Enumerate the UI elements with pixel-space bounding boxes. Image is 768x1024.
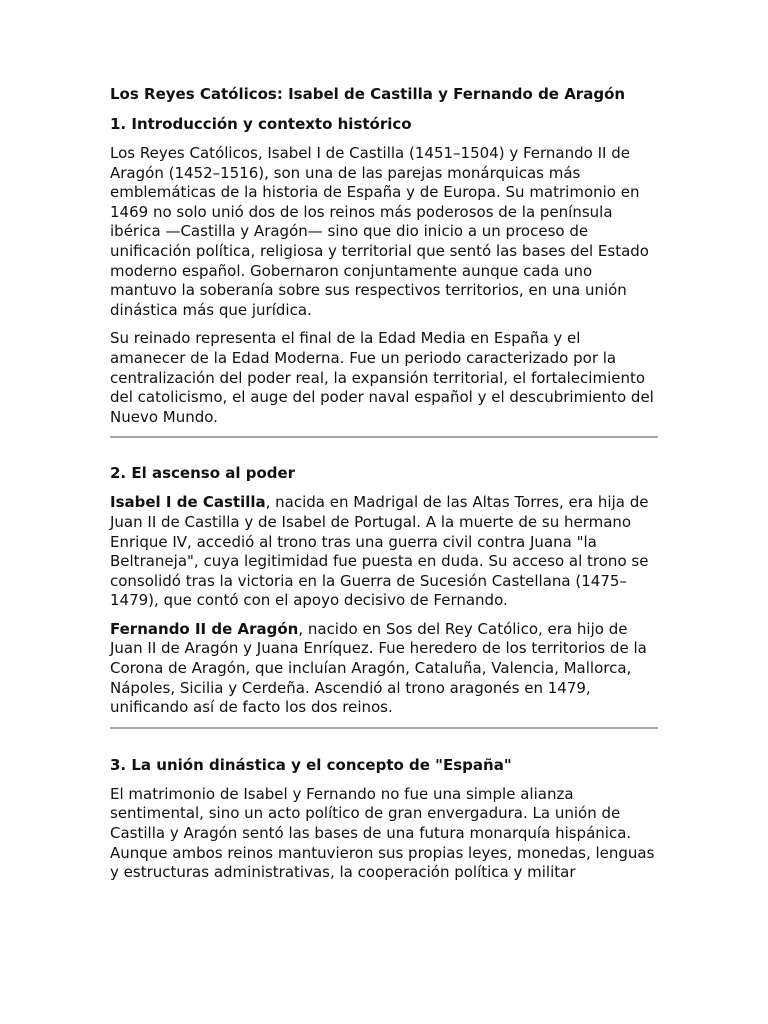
section-heading: 1. Introducción y contexto histórico bbox=[110, 115, 412, 133]
document-page bbox=[110, 84, 658, 892]
section-divider bbox=[110, 436, 658, 438]
bold-name-fernando: Fernando II de Aragón bbox=[110, 619, 299, 638]
paragraph: Su reinado representa el final de la Edad Media en España y el amanecer de la Edad Moderna. Fue un periodo caracterizado por la centralización del poder real, la expansión territorial, el fortalecimiento del catolicismo, el auge del poder naval español y el descubrimiento del Nuevo Mundo. bbox=[110, 329, 654, 426]
section-divider bbox=[110, 727, 658, 729]
section-heading: 3. La unión dinástica y el concepto de "España" bbox=[110, 755, 512, 774]
document-title: Los Reyes Católicos: Isabel de Castilla y Fernando de Aragón bbox=[110, 85, 626, 103]
section-introduccion bbox=[110, 114, 658, 427]
paragraph bbox=[110, 620, 658, 718]
section-ascenso bbox=[110, 463, 658, 718]
paragraph: Los Reyes Católicos, Isabel I de Castilla (1451–1504) y Fernando II de Aragón (1452–1516), son una de las parejas monárquicas más emblemáticas de la historia de España y de Europa. Su matrimonio en 1469 no solo unió dos de los reinos más poderosos de la península ibérica —Castilla y Aragón— sino que dio inicio a un proceso de unificación política, religiosa y territorial que sentó las bases del Estado moderno español. Gobernaron conjuntamente aunque cada uno mantuvo la soberanía sobre sus respectivos territorios, en una unión dinástica más que jurídica. bbox=[110, 144, 649, 319]
section-heading: 2. El ascenso al poder bbox=[110, 464, 296, 483]
paragraph bbox=[110, 493, 658, 611]
paragraph-text: , nacida en Madrigal de las Altas Torres, era hija de Juan II de Castilla y de Isabel de Portugal. A la muerte de su hermano Enrique IV, accedió al trono tras una guerra civil contra Juana "la Beltraneja", cuya legitimidad fue puesta en duda. Su acceso al trono se consolidó tras la victoria en la Guerra de Sucesión Castellana (1475–1479), que contó con el apoyo decisivo de Fernando. bbox=[110, 493, 649, 610]
section-union-dinastica bbox=[110, 755, 658, 883]
bold-name-isabel: Isabel I de Castilla bbox=[110, 493, 266, 512]
paragraph: El matrimonio de Isabel y Fernando no fue una simple alianza sentimental, sino un acto político de gran envergadura. La unión de Castilla y Aragón sentó las bases de una futura monarquía hispánica. Aunque ambos reinos mantuvieron sus propias leyes, monedas, lenguas y estructuras administrativas, la cooperación política y militar bbox=[110, 784, 655, 882]
paragraph-text: , nacido en Sos del Rey Católico, era hijo de Juan II de Aragón y Juana Enríquez. Fue heredero de los territorios de la Corona de Aragón, que incluían Aragón, Cataluña, Valencia, Mallorca, Nápoles, Sicilia y Cerdeña. Ascendió al trono aragonés en 1479, unificando así de facto los dos reinos. bbox=[110, 619, 647, 717]
